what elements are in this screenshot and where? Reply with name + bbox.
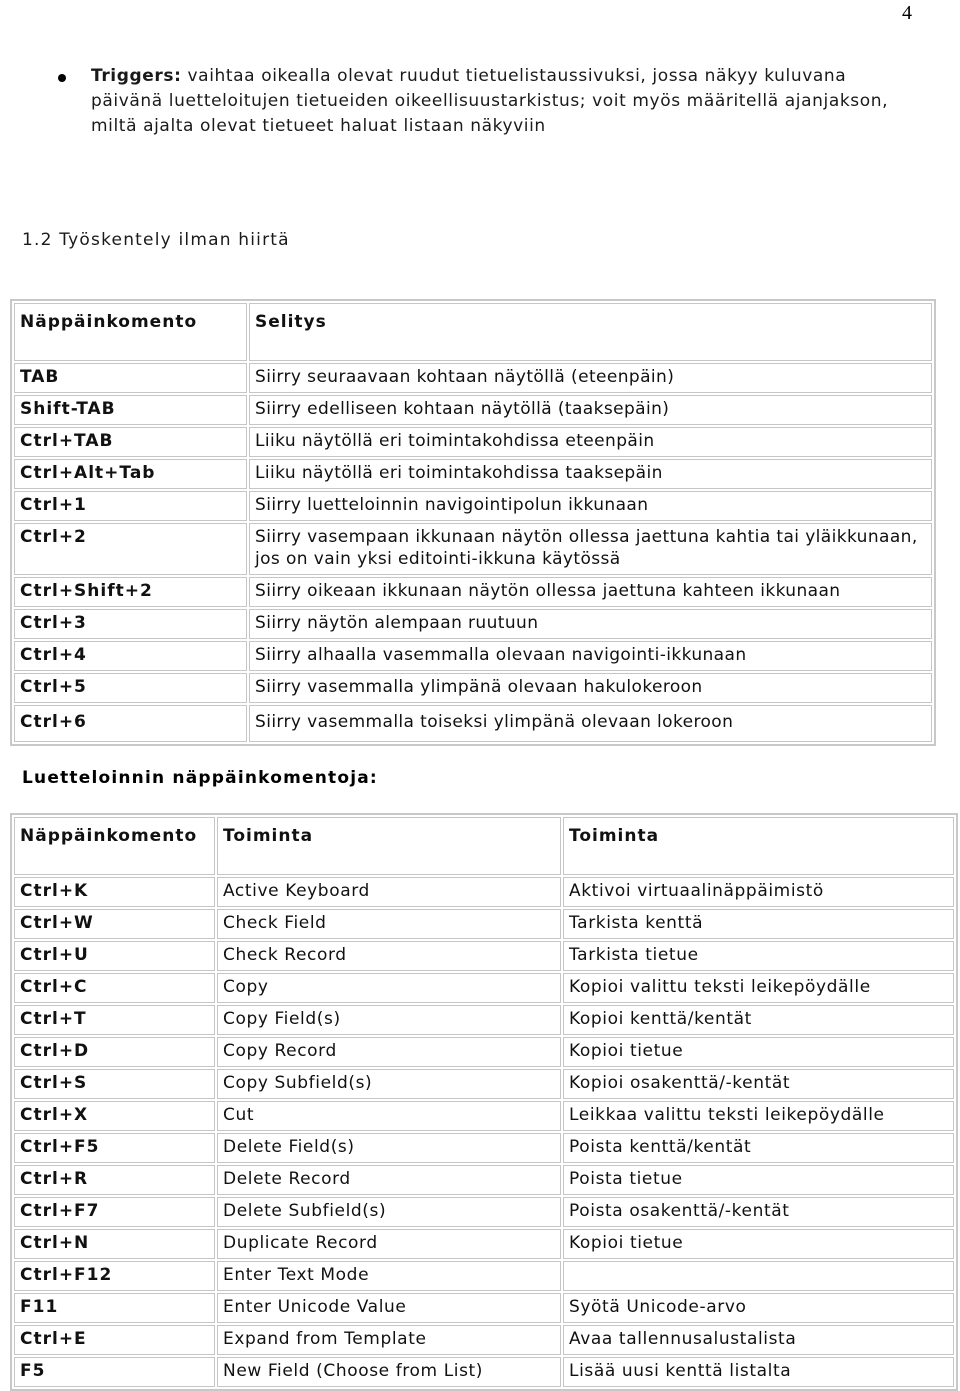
table-row [14, 577, 932, 607]
action-fi-cell: Kopioi valittu teksti leikepöydälle [563, 973, 954, 1003]
action-en-cell: Delete Record [217, 1165, 561, 1195]
key-cell: Ctrl+F12 [14, 1261, 215, 1291]
bullet-item [58, 64, 918, 139]
table-row [14, 1357, 954, 1387]
key-cell: Ctrl+E [14, 1325, 215, 1355]
table-row [14, 1325, 954, 1355]
header-cell-key: Näppäinkomento [14, 303, 247, 361]
key-cell: Ctrl+1 [14, 491, 247, 521]
key-cell: Ctrl+5 [14, 673, 247, 703]
action-en-cell: Enter Text Mode [217, 1261, 561, 1291]
header-cell-key: Näppäinkomento [14, 817, 215, 875]
key-cell: Ctrl+W [14, 909, 215, 939]
description-cell: Liiku näytöllä eri toimintakohdissa taaksepäin [249, 459, 932, 489]
action-fi-cell: Kopioi osakenttä/-kentät [563, 1069, 954, 1099]
action-fi-cell: Leikkaa valittu teksti leikepöydälle [563, 1101, 954, 1131]
table-row [14, 427, 932, 457]
action-fi-cell: Tarkista kenttä [563, 909, 954, 939]
key-cell: Ctrl+TAB [14, 427, 247, 457]
action-fi-cell: Kopioi kenttä/kentät [563, 1005, 954, 1035]
table-row [14, 1101, 954, 1131]
table-row [14, 1293, 954, 1323]
key-cell: Ctrl+Alt+Tab [14, 459, 247, 489]
key-cell: Ctrl+N [14, 1229, 215, 1259]
header-cell-description: Selitys [249, 303, 932, 361]
action-fi-cell: Tarkista tietue [563, 941, 954, 971]
header-cell-action-fi: Toiminta [563, 817, 954, 875]
description-cell: Siirry oikeaan ikkunaan näytön ollessa jaettuna kahteen ikkunaan [249, 577, 932, 607]
action-en-cell: Active Keyboard [217, 877, 561, 907]
action-en-cell: Expand from Template [217, 1325, 561, 1355]
header-cell-action-en: Toiminta [217, 817, 561, 875]
action-fi-cell: Avaa tallennusalustalista [563, 1325, 954, 1355]
action-fi-cell: Poista tietue [563, 1165, 954, 1195]
table-row [14, 459, 932, 489]
action-fi-cell: Kopioi tietue [563, 1037, 954, 1067]
description-cell: Siirry näytön alempaan ruutuun [249, 609, 932, 639]
table-header-row [14, 303, 932, 361]
cataloguing-shortcut-table [10, 813, 958, 1391]
key-cell: Ctrl+4 [14, 641, 247, 671]
table-row [14, 1037, 954, 1067]
section-heading: 1.2 Työskentely ilman hiirtä [22, 230, 290, 250]
list-heading: Luetteloinnin näppäinkomentoja: [22, 768, 378, 788]
key-cell: Shift-TAB [14, 395, 247, 425]
table-row [14, 1229, 954, 1259]
description-cell: Siirry vasemmalla ylimpänä olevaan hakulokeroon [249, 673, 932, 703]
action-en-cell: New Field (Choose from List) [217, 1357, 561, 1387]
table-row [14, 877, 954, 907]
action-en-cell: Copy [217, 973, 561, 1003]
description-cell: Siirry seuraavaan kohtaan näytöllä (eteenpäin) [249, 363, 932, 393]
bullet-body: vaihtaa oikealla olevat ruudut tietuelistaussivuksi, jossa näkyy kuluvana päivänä luetteloitujen tietueiden oikeellisuustarkistus; voit myös määritellä ajanjakson, miltä ajalta olevat tietueet haluat listaan näkyviin [91, 66, 889, 136]
action-en-cell: Delete Field(s) [217, 1133, 561, 1163]
key-cell: Ctrl+3 [14, 609, 247, 639]
action-en-cell: Enter Unicode Value [217, 1293, 561, 1323]
description-cell: Siirry vasemmalla toiseksi ylimpänä olevaan lokeroon [249, 705, 932, 742]
key-cell: Ctrl+S [14, 1069, 215, 1099]
table-row [14, 491, 932, 521]
table-row [14, 673, 932, 703]
table-row [14, 1005, 954, 1035]
shortcut-table [10, 299, 936, 746]
action-fi-cell: Poista kenttä/kentät [563, 1133, 954, 1163]
action-en-cell: Copy Record [217, 1037, 561, 1067]
table-row [14, 973, 954, 1003]
action-en-cell: Check Field [217, 909, 561, 939]
table-row [14, 909, 954, 939]
action-en-cell: Check Record [217, 941, 561, 971]
action-fi-cell: Lisää uusi kenttä listalta [563, 1357, 954, 1387]
key-cell: Ctrl+T [14, 1005, 215, 1035]
key-cell: Ctrl+6 [14, 705, 247, 742]
table-row [14, 1069, 954, 1099]
key-cell: Ctrl+2 [14, 523, 247, 575]
key-cell: F11 [14, 1293, 215, 1323]
key-cell: TAB [14, 363, 247, 393]
table-row [14, 705, 932, 742]
description-cell: Siirry luetteloinnin navigointipolun ikkunaan [249, 491, 932, 521]
action-fi-cell: Poista osakenttä/-kentät [563, 1197, 954, 1227]
key-cell: Ctrl+R [14, 1165, 215, 1195]
action-fi-cell: Syötä Unicode-arvo [563, 1293, 954, 1323]
key-cell: Ctrl+C [14, 973, 215, 1003]
page-number: 4 [902, 2, 912, 24]
key-cell: Ctrl+F5 [14, 1133, 215, 1163]
description-cell: Siirry vasempaan ikkunaan näytön ollessa jaettuna kahtia tai yläikkunaan, jos on vain yksi editointi-ikkuna käytössä [249, 523, 932, 575]
key-cell: Ctrl+D [14, 1037, 215, 1067]
description-cell: Liiku näytöllä eri toimintakohdissa eteenpäin [249, 427, 932, 457]
action-en-cell: Duplicate Record [217, 1229, 561, 1259]
description-cell: Siirry edelliseen kohtaan näytöllä (taaksepäin) [249, 395, 932, 425]
table-row [14, 523, 932, 575]
table-row [14, 641, 932, 671]
key-cell: Ctrl+X [14, 1101, 215, 1131]
table-row [14, 609, 932, 639]
table-header-row [14, 817, 954, 875]
action-en-cell: Delete Subfield(s) [217, 1197, 561, 1227]
table-row [14, 1197, 954, 1227]
bullet-dot-icon [58, 74, 66, 82]
action-fi-cell [563, 1261, 954, 1291]
table-row [14, 395, 932, 425]
table-row [14, 1133, 954, 1163]
table-row [14, 363, 932, 393]
action-en-cell: Copy Subfield(s) [217, 1069, 561, 1099]
action-en-cell: Cut [217, 1101, 561, 1131]
key-cell: Ctrl+F7 [14, 1197, 215, 1227]
table-row [14, 1261, 954, 1291]
key-cell: Ctrl+K [14, 877, 215, 907]
action-fi-cell: Aktivoi virtuaalinäppäimistö [563, 877, 954, 907]
key-cell: F5 [14, 1357, 215, 1387]
bullet-text [91, 64, 918, 139]
table-row [14, 1165, 954, 1195]
key-cell: Ctrl+Shift+2 [14, 577, 247, 607]
action-fi-cell: Kopioi tietue [563, 1229, 954, 1259]
action-en-cell: Copy Field(s) [217, 1005, 561, 1035]
key-cell: Ctrl+U [14, 941, 215, 971]
bullet-label: Triggers: [91, 66, 182, 86]
description-cell: Siirry alhaalla vasemmalla olevaan navigointi-ikkunaan [249, 641, 932, 671]
table-row [14, 941, 954, 971]
